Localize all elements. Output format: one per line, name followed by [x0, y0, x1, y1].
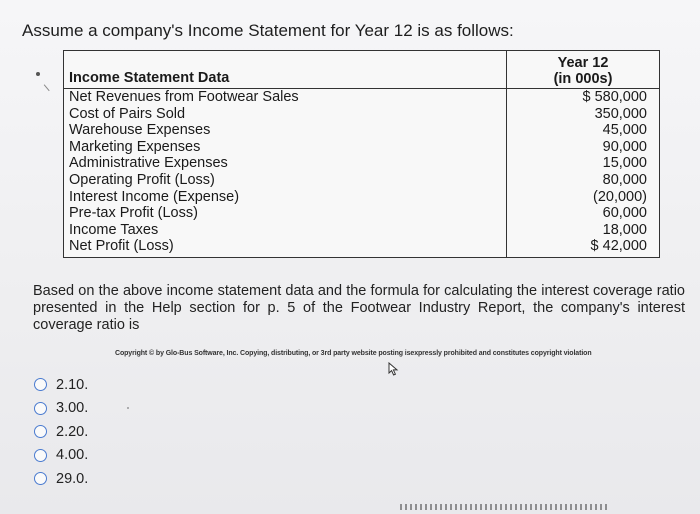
row-value: 90,000 — [602, 138, 647, 155]
radio-button[interactable] — [34, 449, 47, 462]
income-statement-table — [63, 50, 660, 258]
table-header-label: Income Statement Data — [64, 51, 507, 89]
option-label: 2.10. — [56, 376, 89, 393]
row-value: 45,000 — [602, 122, 647, 139]
answer-option[interactable] — [34, 420, 88, 444]
mouse-pointer-icon — [388, 362, 400, 381]
row-label: Administrative Expenses — [64, 155, 507, 172]
tick-mark — [38, 84, 49, 95]
radio-button[interactable] — [34, 425, 47, 438]
answer-option[interactable] — [34, 467, 88, 491]
row-label: Interest Income (Expense) — [64, 189, 507, 206]
answer-option[interactable] — [34, 397, 88, 421]
option-label: 2.20. — [56, 423, 89, 440]
row-label: Net Profit (Loss) — [64, 238, 507, 257]
question-text: Based on the above income statement data and the formula for calculating the interest coverage ratio presented in the Help section for p. 5 of the Footwear Industry Report, the company's interest coverage ratio is — [33, 283, 685, 333]
row-value: 80,000 — [602, 171, 647, 188]
table-header-year — [507, 51, 660, 89]
row-value: 15,000 — [602, 155, 647, 172]
row-value: 60,000 — [602, 205, 647, 222]
copyright-notice: Copyright © by Glo-Bus Software, Inc. Copying, distributing, or 3rd party website posting isexpressly prohibited and constitutes copyright violation — [115, 350, 592, 357]
cropped-text-strip — [400, 504, 610, 510]
row-label: Warehouse Expenses — [64, 122, 507, 139]
answer-option[interactable] — [34, 444, 88, 468]
row-value: $ 580,000 — [507, 89, 660, 106]
stray-dot — [127, 407, 129, 409]
table-row — [64, 155, 660, 172]
table-row — [64, 222, 660, 239]
table-row — [64, 106, 660, 123]
row-value: (20,000) — [592, 188, 647, 205]
row-value: 18,000 — [602, 221, 647, 238]
option-label: 4.00. — [56, 447, 89, 464]
row-label: Marketing Expenses — [64, 139, 507, 156]
radio-button[interactable] — [34, 472, 47, 485]
table-row — [64, 139, 660, 156]
header-year: Year 12 — [557, 55, 609, 71]
answer-options — [34, 373, 88, 491]
table-row — [64, 238, 660, 257]
bullet-dot — [36, 72, 40, 76]
table-row — [64, 122, 660, 139]
row-label: Pre-tax Profit (Loss) — [64, 205, 507, 222]
header-unit: (in 000s) — [553, 71, 613, 87]
row-label: Operating Profit (Loss) — [64, 172, 507, 189]
table-header-row — [64, 51, 660, 89]
option-label: 3.00. — [56, 400, 89, 417]
answer-option[interactable] — [34, 373, 88, 397]
table-row — [64, 172, 660, 189]
row-label: Net Revenues from Footwear Sales — [64, 89, 507, 106]
row-value: $ 42,000 — [590, 238, 647, 255]
row-value: 350,000 — [594, 105, 647, 122]
table-row — [64, 89, 660, 106]
row-label: Income Taxes — [64, 222, 507, 239]
option-label: 29.0. — [56, 470, 89, 487]
intro-text: Assume a company's Income Statement for Year 12 is as follows: — [22, 21, 514, 40]
table-row — [64, 205, 660, 222]
table-row — [64, 189, 660, 206]
radio-button[interactable] — [34, 378, 47, 391]
row-label: Cost of Pairs Sold — [64, 106, 507, 123]
radio-button[interactable] — [34, 402, 47, 415]
